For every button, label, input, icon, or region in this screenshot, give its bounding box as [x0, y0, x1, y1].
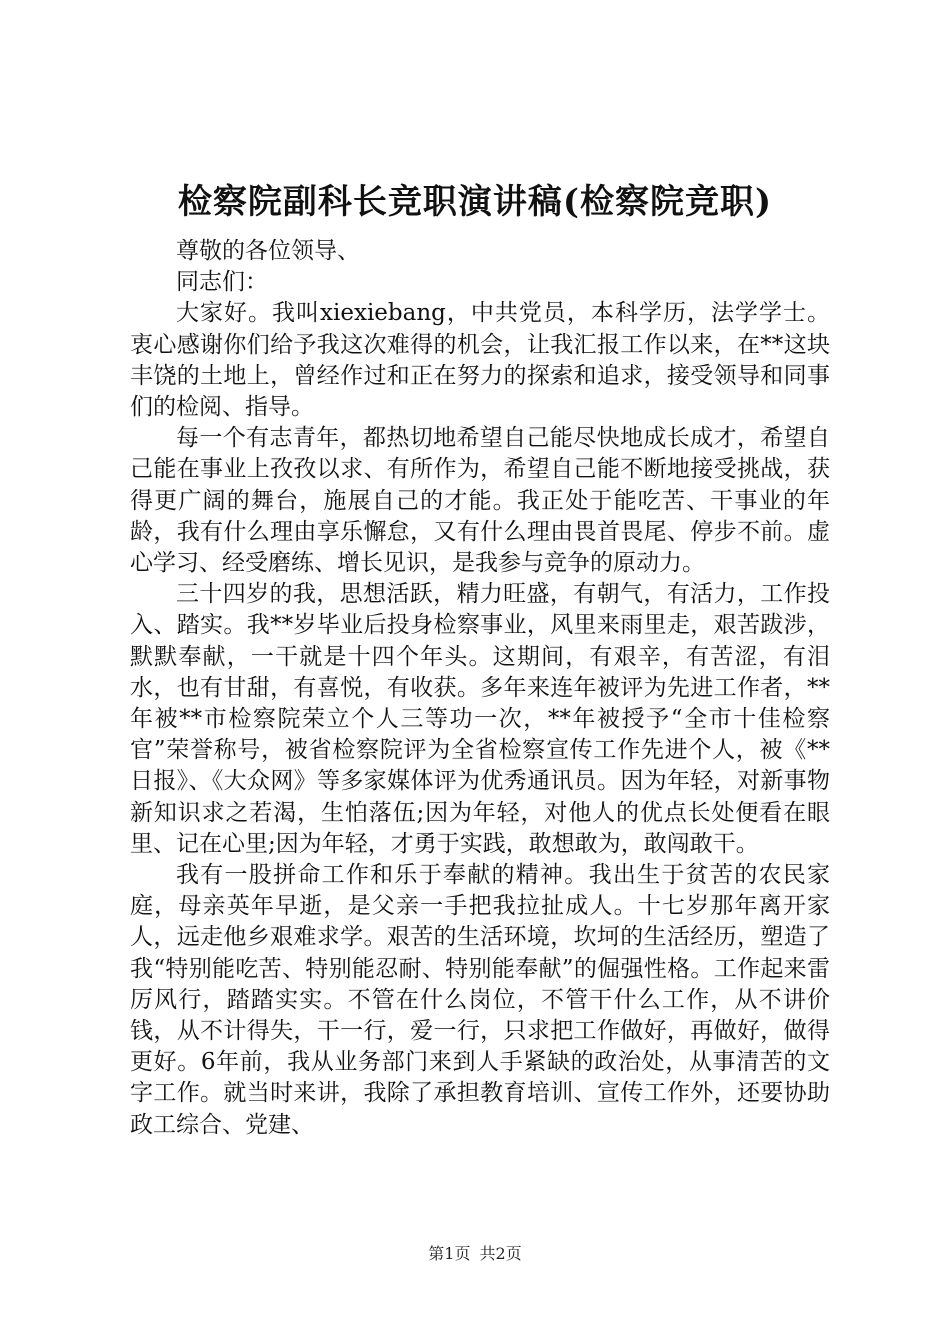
page-number: 第1页	[428, 1244, 471, 1263]
paragraph-experience: 三十四岁的我，思想活跃，精力旺盛，有朝气，有活力，工作投入、踏实。我**岁毕业后投身检察事业，风里来雨里走，艰苦跋涉，默默奉献，一干就是十四个年头。这期间，有艰辛，有苦涩，有泪水，也有甘甜，有喜悦，有收获。多年来连年被评为先进工作者，**年被**市检察院荣立个人三等功一次，**年被授予“全市十佳检察官”荣誉称号，被省检察院评为全省检察宣传工作先进个人，被《**日报》、《大众网》等多家媒体评为优秀通讯员。因为年轻，对新事物新知识求之若渴，生怕落伍;因为年轻，对他人的优点长处便看在眼里、记在心里;因为年轻，才勇于实践，敢想敢为，敢闯敢干。	[130, 581, 830, 857]
paragraph-intro: 大家好。我叫xiexiebang，中共党员，本科学历，法学学士。衷心感谢你们给予我这次难得的机会，让我汇报工作以来，在**这块丰饶的土地上，曾经作过和正在努力的探索和追求，接受领导和同事们的检阅、指导。	[130, 300, 830, 421]
salutation-line-2: 同志们：	[176, 269, 268, 296]
paragraph-dedication: 我有一股拼命工作和乐于奉献的精神。我出生于贫苦的农民家庭，母亲英年早逝，是父亲一手把我拉扯成人。十七岁那年离开家人，远走他乡艰难求学。艰苦的生活环境，坎坷的生活经历，塑造了我“特别能吃苦、特别能忍耐、特别能奉献”的倔强性格。工作起来雷厉风行，踏踏实实。不管在什么岗位，不管干什么工作，从不讲价钱，从不计得失，干一行，爱一行，只求把工作做好，再做好，做得更好。6年前，我从业务部门来到人手紧缺的政治处，从事清苦的文字工作。就当时来讲，我除了承担教育培训、宣传工作外，还要协助政工综合、党建、	[130, 862, 830, 1138]
paragraph-motivation: 每一个有志青年，都热切地希望自己能尽快地成长成才，希望自己能在事业上孜孜以求、有所作为，希望自己能不断地接受挑战，获得更广阔的舞台，施展自己的才能。我正处于能吃苦、干事业的年龄，我有什么理由享乐懈怠，又有什么理由畏首畏尾、停步不前。虚心学习、经受磨练、增长见识，是我参与竞争的原动力。	[130, 425, 830, 577]
page-total: 共2页	[479, 1244, 522, 1263]
salutation-line-1: 尊敬的各位领导、	[176, 238, 360, 264]
document-body	[130, 236, 830, 1141]
document-title: 检察院副科长竞职演讲稿(检察院竞职)	[177, 182, 773, 222]
page-footer	[0, 1243, 950, 1265]
